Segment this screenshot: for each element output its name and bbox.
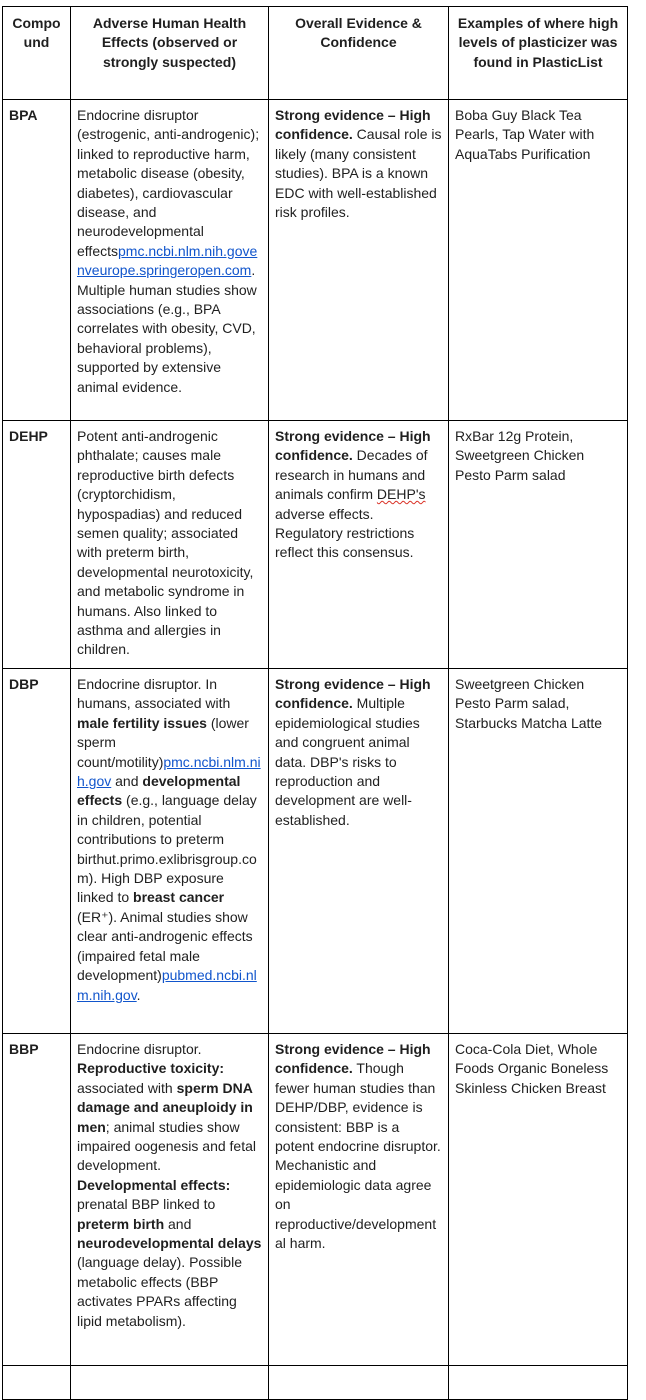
effects-cell xyxy=(71,669,269,1034)
evidence-text: Though fewer human studies than DEHP/DBP, evidence is consistent: BBP is a potent endocrine disruptor. Mechanistic and epidemiologic data agree on reproductive/developmental harm. xyxy=(275,1060,441,1252)
evidence-text: adverse effects. Regulatory restrictions reflect this consensus. xyxy=(275,505,415,561)
effects-text: associated with xyxy=(77,1079,177,1096)
evidence-text: Decades of research in humans and animals confirm xyxy=(275,447,428,503)
examples-cell: Sweetgreen Chicken Pesto Parm salad, Starbucks Matcha Latte xyxy=(449,669,628,1034)
examples-cell: Coca-Cola Diet, Whole Foods Organic Boneless Skinless Chicken Breast xyxy=(449,1034,628,1366)
header-row xyxy=(3,7,628,100)
evidence-cell xyxy=(269,1034,449,1366)
compound-cell xyxy=(3,1366,71,1400)
effects-bold: male fertility issues xyxy=(77,714,207,731)
spellcheck-word: DEHP's xyxy=(376,486,426,503)
effects-cell xyxy=(71,1366,269,1400)
evidence-cell xyxy=(269,669,449,1034)
compound-cell: BBP xyxy=(3,1034,71,1366)
evidence-rating: Strong evidence – High confidence. xyxy=(275,428,431,464)
effects-text: Endocrine disruptor. In humans, associated with xyxy=(77,676,231,712)
effects-bold: preterm birth xyxy=(77,1215,165,1232)
evidence-text: Multiple epidemiological studies and congruent animal data. DBP's risks to reproduction and development are well-established. xyxy=(275,695,420,828)
compound-cell: BPA xyxy=(3,100,71,421)
evidence-rating: Strong evidence – High confidence. xyxy=(275,676,431,712)
effects-text: . Multiple human studies show associations (e.g., BPA correlates with obesity, CVD, behavioral problems), supported by extensive animal evidence. xyxy=(77,262,257,395)
effects-text: Endocrine disruptor. xyxy=(77,1041,202,1057)
evidence-text: Causal role is likely (many consistent studies). BPA is a known EDC with well-established risk profiles. xyxy=(275,126,442,221)
effects-bold: Developmental effects: xyxy=(77,1176,231,1193)
table-row xyxy=(3,421,628,669)
effects-text: ; animal studies show impaired oogenesis and fetal development. xyxy=(77,1118,257,1174)
header-compound: Compo und xyxy=(3,7,71,100)
compound-cell: DBP xyxy=(3,669,71,1034)
examples-cell xyxy=(449,1366,628,1400)
effects-text: Endocrine disruptor (estrogenic, anti-androgenic); linked to reproductive harm, metabolic disease (obesity, diabetes), cardiovascular disease, and neurodevelopmental effects xyxy=(77,107,260,259)
effects-text: (language delay). Possible metabolic effects (BBP activates PPARs affecting lipid metabolism). xyxy=(77,1254,242,1329)
effects-text: (e.g., language delay in children, potential contributions to preterm birthut.primo.exlibrisgroup.com). High DBP exposure linked to xyxy=(77,792,257,906)
effects-cell xyxy=(71,100,269,421)
effects-text: (lower sperm count/motility) xyxy=(77,714,249,770)
evidence-rating: Strong evidence – High confidence. xyxy=(275,1041,431,1077)
evidence-cell xyxy=(269,100,449,421)
effects-bold: developmental effects xyxy=(77,773,241,809)
header-evidence: Overall Evidence & Confidence xyxy=(269,7,449,100)
source-link[interactable]: enveurope.springeropen.com xyxy=(77,242,258,279)
effects-bold: breast cancer xyxy=(133,889,225,906)
effects-text: (ER⁺). Animal studies show clear anti-androgenic effects (impaired fetal male development) xyxy=(77,908,253,984)
effects-text: . xyxy=(136,986,141,1003)
source-link[interactable]: pmc.ncbi.nlm.nih.gov xyxy=(77,753,261,790)
source-link[interactable]: pubmed.ncbi.nlm.nih.gov xyxy=(77,967,257,1003)
table-row xyxy=(3,100,628,421)
effects-bold: neurodevelopmental delays xyxy=(77,1235,262,1252)
table-row xyxy=(3,1034,628,1366)
compound-cell: DEHP xyxy=(3,421,71,669)
header-examples: Examples of where high levels of plasticizer was found in PlasticList xyxy=(449,7,628,100)
effects-cell: Potent anti-androgenic phthalate; causes male reproductive birth defects (cryptorchidism, hypospadias) and reduced semen quality; associated with preterm birth, developmental neurotoxicity, and metabolic syndrome in humans. Also linked to asthma and allergies in children. xyxy=(71,421,269,669)
header-effects: Adverse Human Health Effects (observed or strongly suspected) xyxy=(71,7,269,100)
effects-bold: sperm DNA damage and aneuploidy in men xyxy=(77,1079,253,1135)
source-link[interactable]: pmc.ncbi.nlm.nih.gov xyxy=(118,242,250,259)
examples-cell: RxBar 12g Protein, Sweetgreen Chicken Pesto Parm salad xyxy=(449,421,628,669)
effects-cell xyxy=(71,1034,269,1366)
effects-text: and xyxy=(111,773,143,790)
examples-cell: Boba Guy Black Tea Pearls, Tap Water with AquaTabs Purification xyxy=(449,100,628,421)
evidence-cell xyxy=(269,421,449,669)
effects-bold: Reproductive toxicity: xyxy=(77,1060,225,1077)
table-row xyxy=(3,669,628,1034)
effects-text: prenatal BBP linked to xyxy=(77,1196,216,1213)
table-row xyxy=(3,1366,628,1400)
effects-text: and xyxy=(164,1215,192,1232)
evidence-cell xyxy=(269,1366,449,1400)
evidence-rating: Strong evidence – High confidence. xyxy=(275,107,431,143)
plasticizer-table xyxy=(2,6,628,1400)
